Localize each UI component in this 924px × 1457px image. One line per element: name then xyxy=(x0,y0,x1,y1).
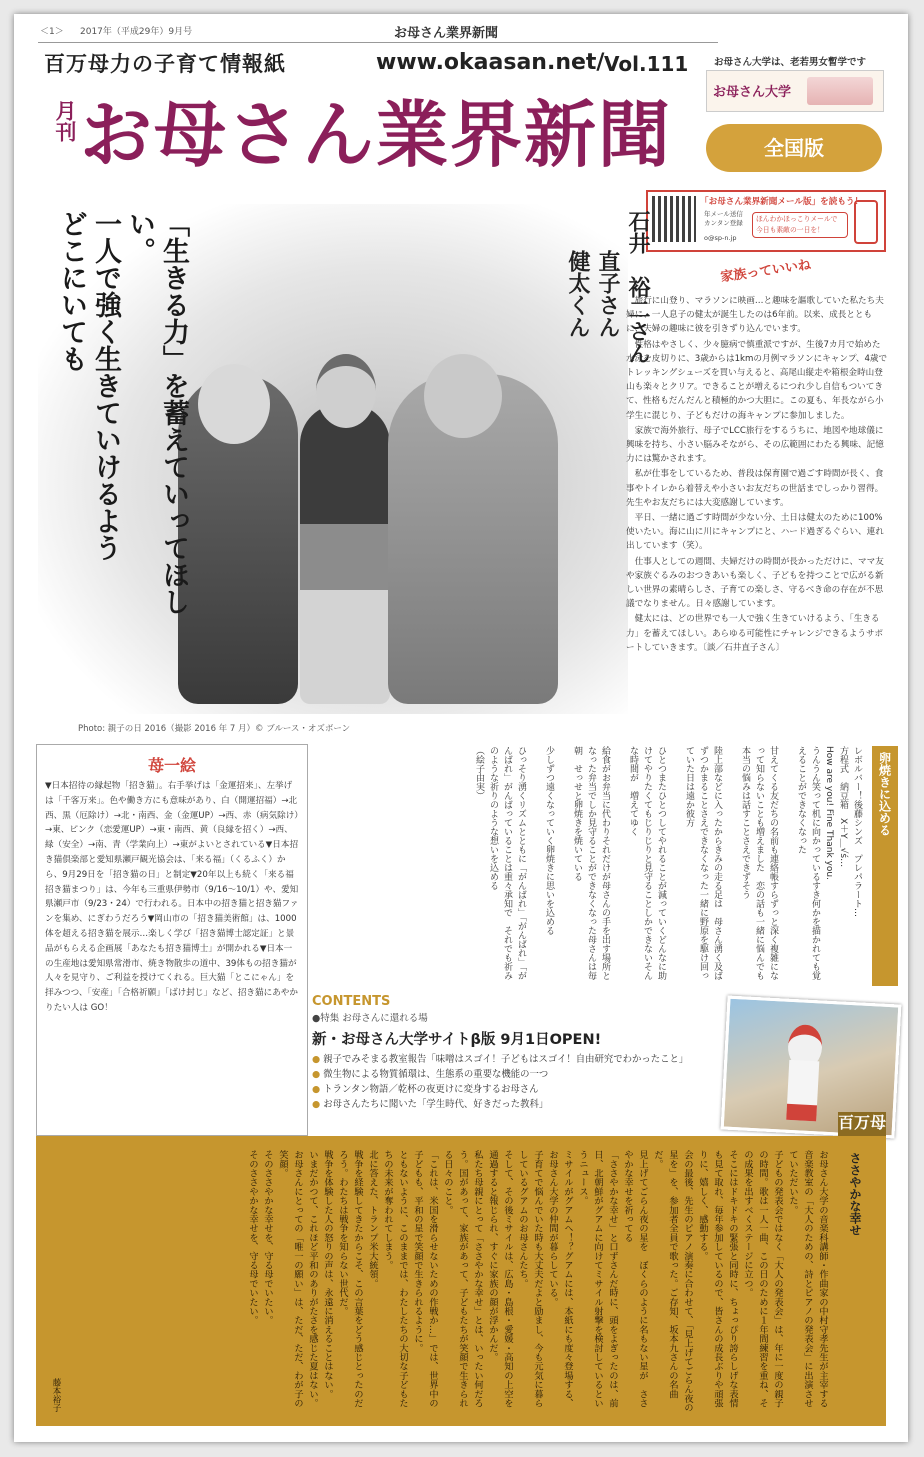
mama-power-stamp: 百万母 xyxy=(838,1112,886,1158)
headline-line-3: 「生きる力」を蓄えていってほしい。 xyxy=(124,210,189,615)
contents-section xyxy=(312,994,722,1134)
promo-logo: お母さん大学 xyxy=(713,85,792,100)
child-figure xyxy=(300,404,390,704)
essay-paragraph: 私たち母親にとって「ささやかな幸せ」とは、いったい何だろう。国があって、家族があって、子どもたちが笑顔で生きられる日々のこと。 xyxy=(442,1150,483,1408)
story-paragraph: 平日、一緒に過ごす時間が少ない分、土日は健太のために100%使いたい。海に山に川にキャンプにと、ハード過ぎるぐらい、連れ出しています（笑）。 xyxy=(626,513,884,552)
mother-face xyxy=(198,364,270,444)
essay-paragraph: 会の最後、先生のピアノ演奏に合わせて、「見上げてごらん夜の星を」を、参加者全員で歌った。ご存知、坂本九さんの名曲だ。 xyxy=(652,1150,693,1413)
essay-paragraph: 戦争を経験してきたからこそ、この言葉をどう感じとったのだろう。わたちは戦争を知らない世代だ。 xyxy=(337,1150,363,1408)
contents-item[interactable]: ● お母さんたちに聞いた「学生時代、好きだった教科」 xyxy=(312,1097,722,1112)
poem-line: ひっそり湧くリズムとともに「がんばれ」「がんばれ」「がんばれ」がんばっていることは重々承知で それでも祈みのような祈りのような想いを込める xyxy=(488,746,526,980)
issue-date: 2017年（平成29年）9月号 xyxy=(80,27,193,37)
poem-title-bar xyxy=(872,746,898,986)
essay-closing: お母さんにとっての「唯一の願い」は、ただ、ただ、わが子の笑顔。 xyxy=(277,1150,303,1408)
mail-promo-left: 年メール送信 カンタン登録 xyxy=(704,210,743,227)
school-building-icon xyxy=(807,77,873,105)
newspaper-title: お母さん業界新聞 xyxy=(80,93,673,177)
story-paragraph: 旅行に山登り、マラソンに映画…と趣味を謳歌していた私たち夫婦に、一人息子の健太が誕生したのは6年前。以来、成長とともに、夫婦の趣味に彼を引きずり込んでいます。 xyxy=(626,296,884,335)
ichie-body: ▼日本招待の縁起物「招き猫」。右手挙げは「金運招来」、左挙げは「千客万来」。色や働き方にも意味があり、白（開運招福）→北西、黒（厄除け）→北・南西、金（金運UP）→西、赤（病気除け）→東、ピンク（恋愛運UP）→東・南西、黄（良縁を招く）→西、緑（安全）→南、青（学業向上）→東がよいとされている▼日本招き猫倶楽部と愛知県瀬戸観光協会は、「来る福」（くるふく）から、9月29日を「招き猫の日」と制定▼20年以上も続く「来る福招き猫まつり」は、今年も三重県伊勢市（9/16〜10/1）や、愛知県瀬戸市（9/23・24）で行われる。日本中の招き猫と招き猫ファンを集め、にぎわうだろう▼岡山市の「招き猫美術館」は、1000体を超える招き猫を展示…楽しく学び「招き猫博士認定証」と景品がもらえる企画展「あなたも招き猫博士」が開かれる▼日本一の生産地は愛知県常滑市、焼き物散歩の道中、39体もの招き猫が人々を見守り、ご利益を授けてくれる。巨大猫「とこにゃん」を拝みつつ、「安産」「合格祈願」「ばけ封じ」など、招き猫にあやかりたい人は GO！ xyxy=(45,781,299,1013)
name-son: 健太くん xyxy=(565,250,590,338)
mail-promo-right: ほんわかほっこりメールで 今日も素敵の一日を！ xyxy=(752,212,848,238)
poem-block xyxy=(314,746,898,994)
essay-paragraph: 戦争を体験した人の怒りの声は、永遠に消えることはない。 xyxy=(322,1150,333,1399)
child-face xyxy=(316,354,376,428)
essay-title: ささやかな幸せ xyxy=(848,1152,862,1236)
story-paragraph: 家族で海外旅行、母子でLCC旅行をするうちに、地図や地球儀に興味を持ち、小さい脳みそながら、その広範囲にわたる興味、記憶力には驚かされます。 xyxy=(626,425,884,465)
contents-label: CONTENTS xyxy=(312,994,391,1009)
masthead-small: お母さん業界新聞 xyxy=(394,26,499,41)
qr-code-icon xyxy=(652,196,696,242)
poem-line: 少しずつ遠くなっていく卵焼きに思いを込める xyxy=(544,746,554,935)
essay-paragraph: 「ささやかな幸せ」と口ずさんだ時に、頭をよぎったのは、前日、北朝鮮がグアムに向けてミサイル射撃を検討しているというニュース。 xyxy=(577,1150,618,1408)
name-father: 石井 裕二さん xyxy=(625,210,650,364)
poem-line: 給食がお弁当に代わりそれだけが母さんの手を出す場所となった弁当でしか見守ることができなくなった母さんは毎朝 せっせと卵焼きを焼いている xyxy=(572,746,610,980)
headline-line-1: どこにいても xyxy=(56,210,87,372)
essay-signature: 藤本裕子 xyxy=(51,1378,61,1412)
contents-feature: ●特集 お母さんに還れる場 xyxy=(312,1013,428,1024)
poem-line: How are you! Fine Thank you. xyxy=(824,746,834,880)
essay-paragraph: 子育てで悩んでいた時も大丈夫だよと励まし、今も元気に暮らしているグアムのお母さんたち。 xyxy=(517,1150,543,1408)
mail-promo-title: 「お母さん業界新聞メール版」を読もう！ xyxy=(700,197,864,207)
cover-headline xyxy=(54,210,190,630)
essay-closing: そのささやかな幸せを、守る母でいたい。 xyxy=(262,1150,273,1325)
story-column xyxy=(626,294,888,655)
contents-item[interactable]: ● トランタン物語／乾杯の夜更けに変身するお母さん xyxy=(312,1082,722,1097)
story-paragraph: 仕事人としての週間、夫婦だけの時間が長かっただけに、ママ友や家族ぐるみのおつきあいも楽しく、子どもを持つことで広がる新しい世界の素晴らしさ、子育ての楽しさ、守るべき命の存在が不思議でなりません。日々感謝しています。 xyxy=(626,556,884,610)
father-face xyxy=(424,354,502,438)
edition-badge-label: 全国版 xyxy=(764,136,824,160)
story-paragraph: 性格はやさしく、少々臆病で慎重派ですが、生後7カ月で始めた水泳を皮切りに、3歳からは1kmの月例マラソンにキャンプ、4歳でトレッキングシューズを買い与えると、高尾山縦走や箱根金時山登山も楽々とクリア。できることが増えるにつれ少し自信もついてきて、性格もだんだんと積極的かつ大胆に。この夏も、年長ながら小学生に混じり、子どもだけの海キャンプに参加しました。 xyxy=(626,339,888,421)
essay-paragraph: そして、その後ミサイルは、広島・島根・愛媛・高知の上空を通過すると報じられ、すぐに家族の顔が浮かんだ。 xyxy=(487,1150,513,1408)
essay-paragraph: お母さん大学の音楽科講師・作曲家の中村守孝先生が主宰する音楽教室の「大人のための、詩とピアノの発表会」に出演させていただいた。 xyxy=(787,1150,828,1408)
smartphone-icon xyxy=(854,200,878,244)
ichie-box xyxy=(36,744,308,1136)
newspaper-page xyxy=(14,14,908,1442)
poem-line: 方程式 納豆箱 X＋Y＿√ś… xyxy=(838,746,848,868)
promo-top: お母さん大学は、老若男女暫学です xyxy=(714,57,867,68)
poem-line: 甘えてくる友だちの名前も連絡帳すらずっと深く複雑になって知らないことも増えました 恋の話も一緒に悩んでも本当の悩みは話すことさえできずそう xyxy=(740,746,778,980)
story-paragraph: 健太には、どの世界でも一人で強く生きていけるよう、「生きる力」を蓄えてほしい。あらゆる可能性にチャレンジできるようサポートしていきます。〔談／石井直子さん〕 xyxy=(626,614,884,653)
photo-credit: Photo: 親子の日 2016（撮影 2016 年 7 月）© ブルース・オズボーン xyxy=(78,724,351,734)
essay-section xyxy=(36,1136,886,1426)
poem-line: うんうん笑って机に向かっているすき何かを描かれても覚えることができなくなった xyxy=(796,746,820,980)
tagline: 百万母力の子育て情報紙 xyxy=(44,52,286,76)
monthly-label: 月刊 xyxy=(53,100,77,142)
poem-signature: （絵子由実） xyxy=(474,746,484,800)
name-mother: 直子さん xyxy=(595,250,620,338)
essay-text xyxy=(60,1150,830,1414)
essay-paragraph: 子どもの発表会ではなく「大人の発表会」は、年に一度の親子の時間。歌は一人一曲、この日のために１年間練習を重ね、その成果を出すべくステージに立つ。 xyxy=(742,1150,783,1408)
column-stamp: 家族っていいね xyxy=(719,257,812,286)
story-paragraph: 私が仕事をしているため、普段は保育園で過ごす時間が長く、食事やトイレから着替えや小さいお友だちの世話までしっかり習得。先生やお友だちには大変感謝しています。 xyxy=(626,469,884,508)
essay-paragraph: 「これは、米国を滑らせないための作戦か…」では、世界中の子どもも、平和の星で笑顔で生きられるように。 xyxy=(412,1150,438,1408)
essay-paragraph: そこにはドキドキの緊張と同時に、ちょっぴり誇らしげな表情も見て取れ、毎年参加しているので、皆さんの成長ぶりや頑張りに、嬉しく、感動する。 xyxy=(697,1150,738,1408)
essay-paragraph: ともないように、このままでは、わたしたちの大切な子どもたちの未来が奪われてしまう。 xyxy=(382,1150,408,1408)
essay-closing: そのささやかな幸せを、守る母でいたい。 xyxy=(247,1150,258,1325)
top-rule xyxy=(38,42,718,43)
poem-title: 卵焼きに込める xyxy=(877,752,892,836)
contents-headline[interactable]: 新・お母さん大学サイトβ版 9月1日OPEN! xyxy=(312,1032,602,1048)
poem-line: ひとつまたひとつしてやれることが減っていくどんなに助けてやりたくてもじりじりと見守ることしかできないそんな時間が 増えてゆく xyxy=(628,746,666,980)
ichie-title: 苺一絵 xyxy=(147,756,196,775)
essay-paragraph: いまだかつて、これほど平和のありがたさを感じた夏はない。 xyxy=(307,1150,318,1408)
promo-logo-box[interactable] xyxy=(706,70,884,112)
page-marker: ＜1＞ xyxy=(40,27,64,37)
mail-promo-box[interactable] xyxy=(646,190,886,252)
contents-item[interactable]: ● 親子でみそまる教室報告「味噌はスゴイ！子どもはスゴイ！自由研究でわかったこと」 xyxy=(312,1052,722,1067)
volume-number: Vol.111 xyxy=(604,52,689,76)
poem-text xyxy=(320,746,864,986)
essay-quote: 見上げてごらん夜の星を ぼくらのように名もない星が ささやかな幸せを祈ってる xyxy=(622,1150,648,1408)
mail-promo-email: o@sp-n.jp xyxy=(704,234,737,242)
poem-line: レボルバー！後藤シンズ プレパラート… xyxy=(852,746,862,917)
girl-body xyxy=(786,1060,819,1121)
site-url[interactable]: www.okaasan.net/ xyxy=(376,50,605,75)
edition-badge xyxy=(706,124,882,172)
poem-line: 陸上部などに入ったからきみの走る足は 母さん湧く及ばずつかまることさえできなくなった一緒に野原を駆け回っていた日は遠か彼方 xyxy=(684,746,722,980)
headline-line-2: 一人で強く生きていけるよう xyxy=(90,210,121,561)
essay-paragraph: 北に答えた、トランプ米大統領。 xyxy=(367,1150,378,1288)
essay-paragraph: ミサイルがグアムへ！？グアムには、本紙にも度々登場する、お母さん大学の仲間が暮らしている。 xyxy=(547,1150,573,1408)
contents-item[interactable]: ● 微生物による物質循環は、生態系の重要な機能の一つ xyxy=(312,1067,722,1082)
